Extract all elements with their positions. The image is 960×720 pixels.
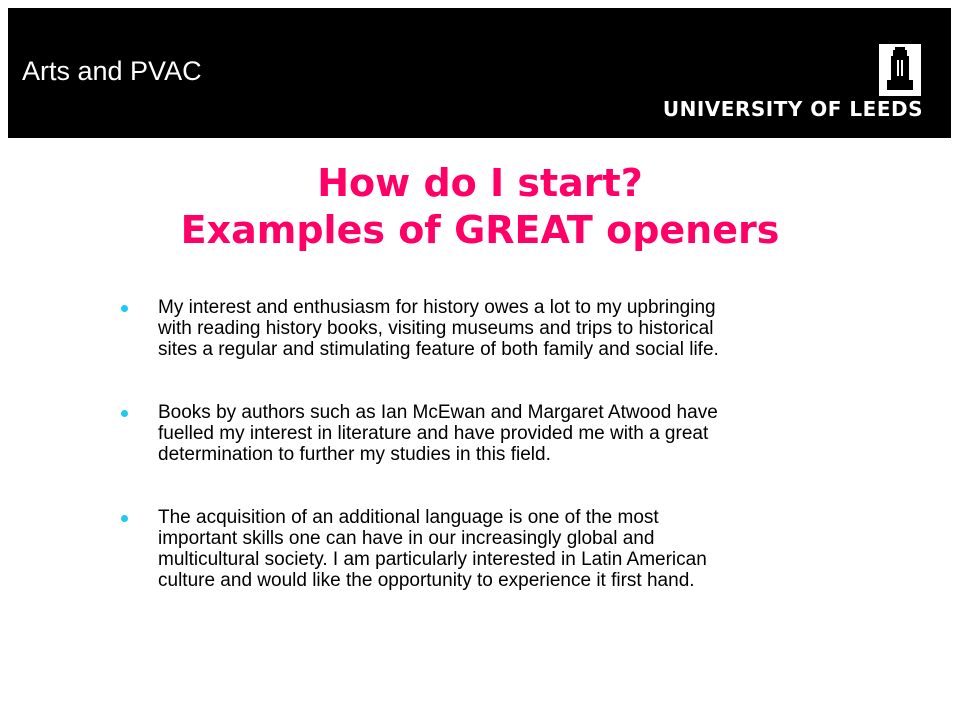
bullet-dot-icon [121,410,128,417]
header-band [8,8,951,138]
bullet-item [118,507,878,591]
department-label: Arts and PVAC [22,56,202,86]
bullet-line: My interest and enthusiasm for history owes a lot to my upbringing [158,297,716,318]
university-logo-text: UNIVERSITY OF LEEDS [662,97,923,121]
bullet-line: sites a regular and stimulating feature of both family and social life. [158,339,719,360]
title-line-2: Examples of GREAT openers [180,208,780,252]
bullet-line: fuelled my interest in literature and have provided me with a great [158,423,709,444]
bullet-line: determination to further my studies in this field. [158,444,551,465]
bullet-list [118,297,878,591]
parkinson-tower-icon [879,44,921,96]
bullet-dot-icon [121,305,128,312]
bullet-line: important skills one can have in our increasingly global and [158,528,655,549]
bullet-line: culture and would like the opportunity to experience it first hand. [158,570,695,591]
slide-title [0,160,960,254]
bullet-line: Books by authors such as Ian McEwan and Margaret Atwood have [158,402,718,423]
bullet-dot-icon [121,515,128,522]
bullet-item [118,402,878,465]
bullet-item [118,297,878,360]
bullet-line: The acquisition of an additional language is one of the most [158,507,659,528]
bullet-line: with reading history books, visiting museums and trips to historical [158,318,714,339]
bullet-line: multicultural society. I am particularly interested in Latin American [158,549,707,570]
title-line-1: How do I start? [317,161,643,205]
